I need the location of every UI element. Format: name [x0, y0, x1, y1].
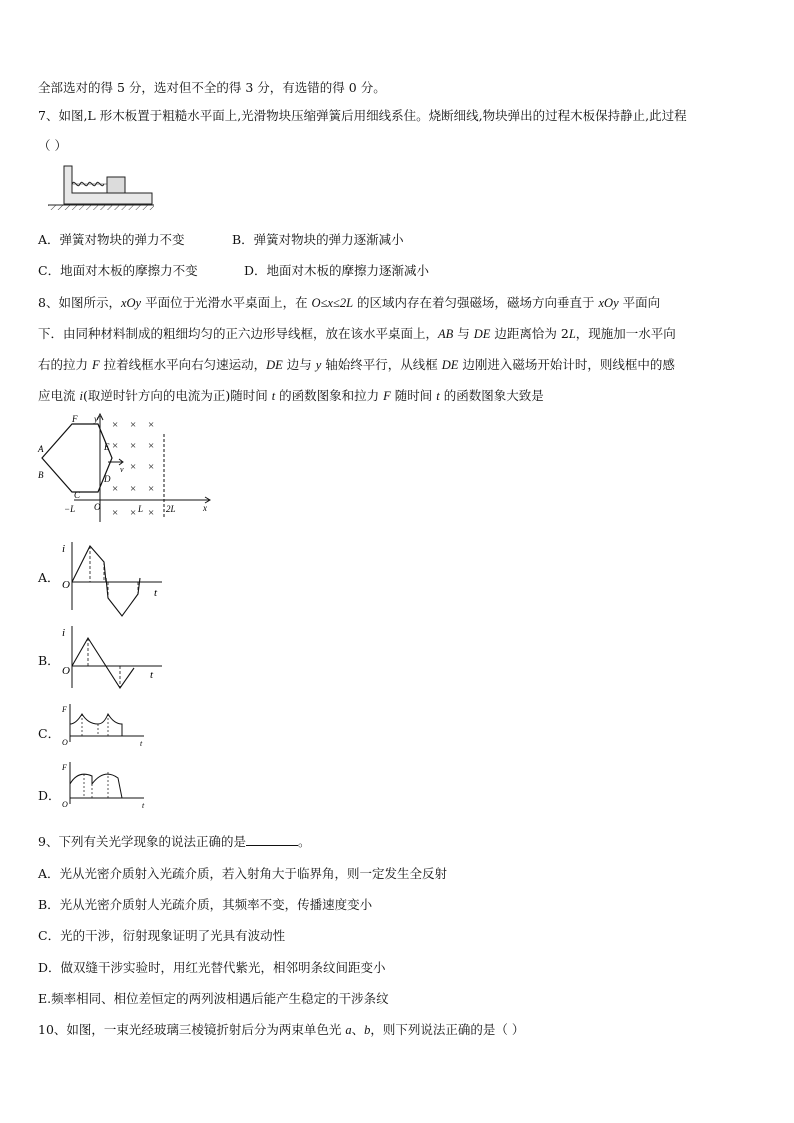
two-l-label: 2L [166, 504, 176, 514]
svg-text:×: × [130, 483, 137, 495]
q9-option-a: A．光从光密介质射入光疏介质，若入射角大于临界角，则一定发生全反射 [38, 866, 448, 881]
vertex-d-label: D [104, 474, 111, 484]
svg-text:F: F [62, 705, 67, 714]
q7-board-spring-figure [44, 160, 156, 210]
vertex-e-label: E [104, 442, 110, 452]
scoring-rule: 全部选对的得 5 分，选对但不全的得 3 分，有选错的得 0 分。 [38, 80, 386, 95]
svg-text:O: O [62, 738, 68, 747]
svg-text:×: × [112, 507, 119, 519]
vertex-a-label: A [38, 444, 44, 454]
q9-stem: 9、下列有关光学现象的说法正确的是 。 [38, 834, 311, 849]
q9-option-e: E.频率相同、相位差恒定的两列波相遇后能产生稳定的干涉条纹 [38, 991, 389, 1006]
svg-text:t: t [140, 739, 143, 748]
q7-answer-paren: （ ） [38, 138, 67, 153]
svg-text:i: i [62, 627, 66, 639]
svg-text:i: i [62, 543, 66, 555]
q9-option-d: D．做双缝干涉实验时，用红光替代紫光，相邻明条纹间距变小 [38, 960, 386, 975]
svg-text:O: O [62, 665, 70, 677]
velocity-label: v [120, 465, 124, 474]
q7-option-a: A．弹簧对物块的弹力不变 [38, 232, 185, 247]
q8-option-d-label: D． [38, 788, 61, 803]
q8-hexagon-field-figure [34, 412, 216, 524]
vertex-c-label: C [74, 490, 81, 500]
svg-text:×: × [148, 461, 155, 473]
svg-text:×: × [130, 507, 137, 519]
svg-text:×: × [130, 419, 137, 431]
neg-l-label: −L [64, 504, 76, 514]
svg-text:×: × [112, 419, 119, 431]
svg-text:×: × [148, 440, 155, 452]
svg-text:O: O [62, 800, 68, 809]
svg-text:×: × [148, 419, 155, 431]
q8-option-a-label: A． [38, 570, 60, 585]
q8-option-b-graph [58, 622, 170, 690]
q9-answer-blank[interactable] [246, 833, 298, 846]
svg-text:×: × [112, 440, 119, 452]
y-axis-label: y [94, 414, 98, 424]
q8-option-b-label: B． [38, 653, 60, 668]
q8-stem-line3: 右的拉力 F 拉着线框水平向右匀速运动，DE 边与 y 轴始终平行，从线框 DE 边刚进入磁场开始计时，则线框中的感 [38, 357, 675, 372]
q9-option-c: C．光的干涉，衍射现象证明了光具有波动性 [38, 928, 286, 943]
svg-text:t: t [142, 801, 145, 810]
q8-option-c-graph [58, 702, 150, 750]
svg-text:t: t [150, 669, 154, 681]
q8-stem-line4: 应电流 i(取逆时针方向的电流为正)随时间 t 的函数图象和拉力 F 随时间 t 的函数图象大致是 [38, 388, 544, 403]
q9-option-b: B．光从光密介质射人光疏介质，其频率不变，传播速度变小 [38, 897, 373, 912]
x-axis-label: x [203, 503, 207, 513]
q7-option-c: C．地面对木板的摩擦力不变 [38, 263, 198, 278]
q8-option-a-graph [58, 538, 170, 618]
svg-text:×: × [148, 483, 155, 495]
vertex-f-label: F [72, 414, 78, 424]
svg-text:F: F [62, 763, 67, 772]
svg-text:O: O [62, 579, 70, 591]
svg-text:×: × [130, 440, 137, 452]
q8-option-d-graph [58, 760, 150, 812]
q7-option-d: D．地面对木板的摩擦力逐渐减小 [244, 263, 430, 278]
q8-option-c-label: C． [38, 726, 61, 741]
svg-text:×: × [130, 461, 137, 473]
svg-text:×: × [112, 483, 119, 495]
l-label: L [138, 504, 144, 514]
q7-stem: 7、如图,L 形木板置于粗糙水平面上,光滑物块压缩弹簧后用细线系住。烧断细线,物块弹出的过程木板保持静止,此过程 [38, 108, 687, 123]
q7-option-b: B．弹簧对物块的弹力逐渐减小 [232, 232, 404, 247]
svg-text:t: t [154, 587, 158, 599]
q10-stem: 10、如图，一束光经玻璃三棱镜折射后分为两束单色光 a、b，则下列说法正确的是（ ） [38, 1022, 525, 1037]
magnetic-field-crosses [112, 419, 154, 519]
q8-stem-line1: 8、如图所示，xOy 平面位于光滑水平桌面上，在 O≤x≤2L 的区域内存在着匀强磁场，磁场方向垂直于 xOy 平面向 [38, 295, 661, 310]
svg-text:×: × [148, 507, 155, 519]
vertex-b-label: B [38, 470, 44, 480]
origin-label: O [94, 502, 101, 512]
q8-stem-line2: 下．由同种材料制成的粗细均匀的正六边形导线框，放在该水平桌面上，AB 与 DE 边距离恰为 2L，现施加一水平向 [38, 326, 676, 341]
